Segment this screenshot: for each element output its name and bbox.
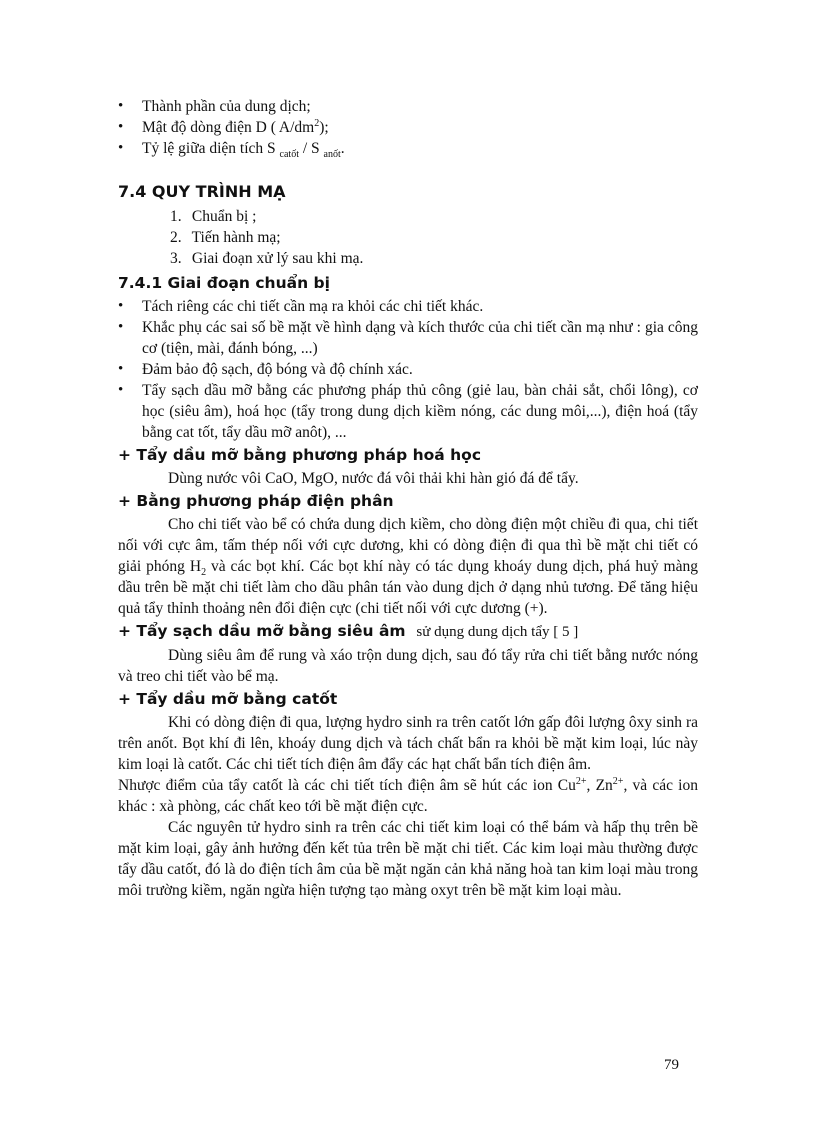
page-content	[118, 96, 698, 901]
top-bullet-list	[118, 96, 698, 159]
steps-list	[118, 206, 698, 269]
cathode-paragraph-1: Khi có dòng điện đi qua, lượng hydro sinh ra trên catốt lớn gấp đôi lượng ôxy sinh ra trên anốt. Bọt khí đi lên, khoáy dung dịch và tách chất bẩn ra khỏi bề mặt kim loại, lúc này kim loại là catốt. Các chi tiết tích điện âm đẩy các hạt chất bẩn tích điện âm.	[118, 714, 698, 773]
list-item: • Thành phần của dung dịch;	[118, 96, 698, 117]
ultra-paragraph: Dùng siêu âm để rung và xáo trộn dung dịch, sau đó tẩy rửa chi tiết bằng nước nóng và treo chi tiết vào bể mạ.	[118, 647, 698, 685]
electro-paragraph: Cho chi tiết vào bể có chứa dung dịch kiềm, cho dòng điện một chiều đi qua, chi tiết nối với cực âm, tấm thép nối với cực dương, khi có dòng điện đi qua thì bề mặt chi tiết có giải phóng $H_2$ và các bọt khí. Các bọt khí này có tác dụng khoáy dung dịch, phá huỷ màng dầu trên bề mặt chi tiết làm cho dầu phân tán vào dung dịch ở dạng nhủ tương. Để tăng hiệu quả tẩy thỉnh thoảng nên đổi điện cực (chi tiết nối với cực dương (+).	[118, 516, 698, 617]
list-item: 1. Chuẩn bị ;	[170, 208, 257, 225]
list-item: 3. Giai đoạn xử lý sau khi mạ.	[170, 250, 364, 267]
cathode-heading: + Tẩy dầu mỡ bằng catốt	[118, 690, 338, 708]
page-number: 79	[664, 1057, 679, 1073]
chem-paragraph: Dùng nước vôi CaO, MgO, nước đá vôi thải khi hàn gió đá để tẩy.	[168, 470, 579, 487]
prep-bullet-list	[118, 296, 698, 443]
list-item: • Tỷ lệ giữa diện tích S $_{catốt}$ / S $_{anốt}$.	[118, 138, 698, 159]
section-title: 7.4 QUY TRÌNH MẠ	[118, 182, 286, 201]
list-item: • Khắc phụ các sai số bề mặt về hình dạng và kích thước của chi tiết cần mạ như : gia công cơ (tiện, mài, đánh bóng, ...)	[118, 317, 698, 359]
subsection-title: 7.4.1 Giai đoạn chuẩn bị	[118, 274, 330, 292]
ultra-heading: + Tẩy sạch dầu mỡ bằng siêu âm sử dụng dung dịch tẩy [ 5 ]	[118, 622, 579, 640]
chem-heading: + Tẩy dầu mỡ bằng phương pháp hoá học	[118, 446, 482, 464]
list-item: 2. Tiến hành mạ;	[170, 229, 281, 246]
cathode-paragraph-3: Các nguyên tử hydro sinh ra trên các chi tiết kim loại có thể bám và hấp thụ trên bề mặt kim loại, gây ảnh hưởng đến kết tủa trên bề mặt chi tiết. Các kim loại màu thường được tẩy dầu catốt, đó là do điện tích âm của bề mặt ngăn cản khả năng hoà tan kim loại màu trong môi trường kiềm, ngăn ngừa hiện tượng tạo màng oxyt trên bề mặt kim loại màu.	[118, 819, 698, 899]
list-item: • Đảm bảo độ sạch, độ bóng và độ chính xác.	[118, 359, 698, 380]
ultra-note: sử dụng dung dịch tẩy [ 5 ]	[416, 624, 579, 640]
list-item: • Tách riêng các chi tiết cần mạ ra khỏi các chi tiết khác.	[118, 296, 698, 317]
electro-heading: + Bằng phương pháp điện phân	[118, 492, 394, 510]
list-item: • Mật độ dòng điện D ( $A/dm^2$);	[118, 117, 698, 138]
list-item: • Tẩy sạch dầu mỡ bằng các phương pháp thủ công (giẻ lau, bàn chải sắt, chổi lông), cơ học (siêu âm), hoá học (tẩy trong dung dịch kiềm nóng, các dung môi,...), điện hoá (tẩy bằng cat tốt, tẩy dầu mỡ anôt), ...	[118, 380, 698, 443]
cathode-paragraph-2: Nhược điểm của tẩy catốt là các chi tiết tích điện âm sẽ hút các ion $Cu^{2+}$, $Zn^{2+}$, và các ion khác : xà phòng, các chất keo tới bề mặt điện cực.	[118, 775, 698, 815]
